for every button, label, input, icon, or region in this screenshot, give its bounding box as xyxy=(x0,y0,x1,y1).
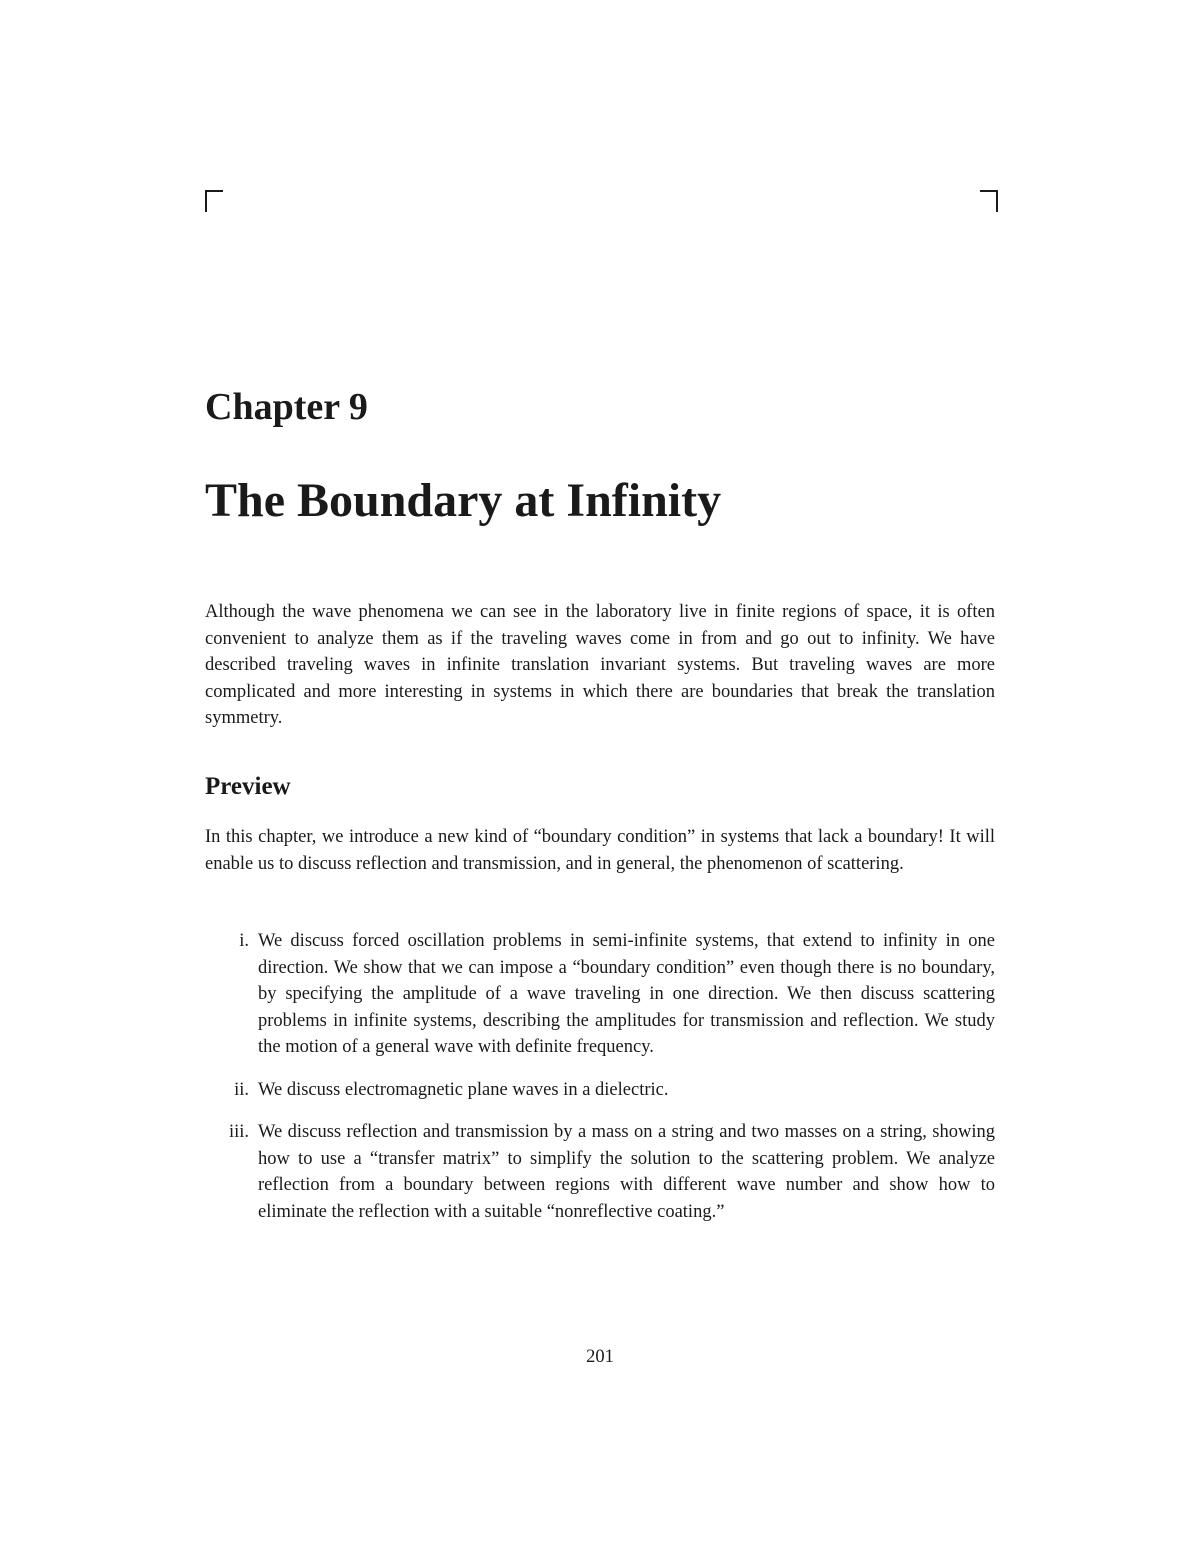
preview-heading: Preview xyxy=(205,773,291,800)
page-number: 201 xyxy=(586,1347,614,1367)
preview-paragraph: In this chapter, we introduce a new kind of “boundary condition” in systems that lack a boundary! It will enable us to discuss reflection and transmission, and in general, the phenomenon of scattering. xyxy=(205,827,995,874)
list-item xyxy=(205,1077,995,1104)
list-item-text: We discuss reflection and transmission by a mass on a string and two masses on a string, showing how to use a “transfer matrix” to simplify the solution to the scattering problem. We analyze reflection from a boundary between regions with different wave number and show how to eliminate the reflection with a suitable “nonreflective coating.” xyxy=(258,1122,995,1222)
crop-mark-top-left xyxy=(205,190,223,212)
preview-list xyxy=(205,928,995,1241)
list-item-marker: ii. xyxy=(234,1079,249,1100)
list-item-marker: i. xyxy=(239,931,249,951)
crop-mark-top-right xyxy=(980,190,998,212)
chapter-title: The Boundary at Infinity xyxy=(205,474,722,527)
chapter-label: Chapter 9 xyxy=(205,386,368,428)
list-item-text: We discuss electromagnetic plane waves in a dielectric. xyxy=(258,1079,669,1100)
list-item xyxy=(205,928,995,1061)
list-item-marker: iii. xyxy=(228,1122,249,1142)
intro-paragraph: Although the wave phenomena we can see in the laboratory live in finite regions of space, it is often convenient to analyze them as if the traveling waves come in from and go out to infinity. We have described traveling waves in infinite translation invariant systems. But traveling waves are more complicated and more interesting in systems in which there are boundaries that break the translation symmetry. xyxy=(205,602,995,728)
list-item xyxy=(205,1119,995,1225)
list-item-text: We discuss forced oscillation problems in semi-infinite systems, that extend to infinity in one direction. We show that we can impose a “boundary condition” even though there is no boundary, by specifying the amplitude of a wave traveling in one direction. We then discuss scattering problems in infinite systems, describing the amplitudes for transmission and reflection. We study the motion of a general wave with definite frequency. xyxy=(258,931,995,1057)
